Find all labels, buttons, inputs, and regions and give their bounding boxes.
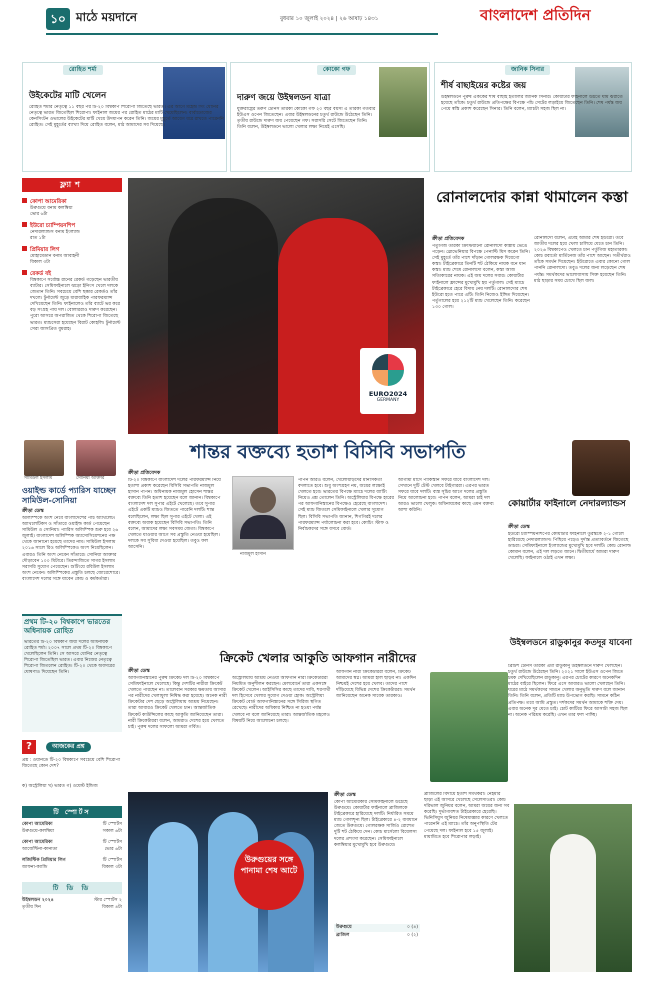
quiz-box <box>22 740 122 800</box>
tv-row: কোপা আমেরিকা টি স্পোর্টস <box>22 822 122 827</box>
bcb-headline: শান্তর বক্তব্যে হতাশ বিসিবি সভাপতি <box>190 441 466 463</box>
masthead <box>0 0 650 52</box>
story-tag: জানিক সিনার <box>505 65 550 75</box>
rohit-body: ভারতের টি-২০ বিশ্বকাপ জয়ী দলের অধিনায়ক রোহিত শর্মা। ২০০৭ সালে প্রথম টি-২০ বিশ্বকাপে খেলেছিলেন তিনি। সে আসরে ধোনির নেতৃত্বে শিরোপা জিতেছিল ভারত। এবার নিজের নেতৃত্বে শিরোপা জিতলেন রোহিত। টি-২০ থেকে অবসরের ঘোষণাও দিয়েছেন তিনি। <box>24 640 115 676</box>
athlete-photo <box>76 440 116 476</box>
story-body: রোহিত শর্মার নেতৃত্বে ১১ বছর পর টি-২০ বিশ্বকাপ শিরোপা জিতেছে ভারত। এর আগে মহেন্দ্র সিং ধোনির নেতৃত্বে ভারত জিতেছিল শিরোপা। ফাইনাল জয়ের পর রোহিত মাঠের মাটি খেয়েছিলেন। বার্বাডোজের কেনসিংটন ওভালের উইকেটের মাটি খেয়ে উদযাপন করেন তিনি। জয়ের মুহূর্তে আবেগ ধরে রাখতে পারেননি রোহিত। সেই মুহূর্তের ব্যাখ্যা দিয়ে রোহিত বলেন, মাঠ আমাদের সব দিয়েছে। <box>29 105 224 129</box>
flash-item-head: রেকর্ড বই <box>22 270 122 278</box>
uruguay-caption-badge: উরুগুয়ের সঙ্গে পানামা শেষ আটে <box>234 840 304 910</box>
bcb-body-col1: টি-২০ বিশ্বকাপে বাংলাদেশ দলের পারফরম্যান্স নিয়ে হতাশা প্রকাশ করেছেন বিসিবি সভাপতি নাজমুল হাসান পাপন। অধিনায়ক নাজমুল হোসেন শান্তর বক্তব্যে তিনি হতাশ হয়েছেন বলে জানান। বিশ্বকাপে বাংলাদেশ দল সুপার এইটে খেলেছে। তবে সুপার এইটে একটি ম্যাচও জিততে পারেনি দলটি। শান্ত বলেছিলেন, লক্ষ্য ছিল সুপার এইটে খেলা। এই বক্তব্যে অবাক হয়েছেন বিসিবি সভাপতি। তিনি বলেন, আমাদের লক্ষ্য সবসময় জেতা। বিশ্বকাপে খেলতে যাওয়ার আগে সব প্রস্তুতি নেওয়া হয়েছিল। দলকে সব সুবিধা দেওয়া হয়েছিল। তবুও ফল আসেনি। <box>128 478 221 551</box>
masthead-rule <box>46 33 438 35</box>
story-tag: রোহিত শর্মা <box>63 65 103 75</box>
flash-item <box>22 270 122 430</box>
flash-item-body: উরুগুয়ে বনাম কলম্বিয়া ভোর ৬টা <box>30 205 73 217</box>
page-number-badge: ১০ <box>46 8 70 30</box>
tv-row: উইম্বলডন ২০২৪ স্টার স্পোর্টস ২ <box>22 898 122 903</box>
netherlands-byline: ক্রীড়া ডেস্ক <box>508 524 530 530</box>
top-story <box>434 62 632 172</box>
tv-row: লজিস্টিক প্রিমিয়ার লিগ টি স্পোর্টস <box>22 858 122 863</box>
afghan-byline: ক্রীড়া ডেস্ক <box>128 668 150 674</box>
photo-caption: সোনিয়া আক্তার <box>76 476 105 481</box>
flash-item <box>22 198 122 218</box>
ronaldo-byline: ক্রীড়া প্রতিবেদক <box>432 236 465 242</box>
story-body: যুক্তরাষ্ট্রের তরুণ টেনিস তারকা কোকো গফ ২০ বছর বয়সী এ তারকা গতবার ইউএস ওপেন জিতেছেন। এবার উইম্বলডনের চতুর্থ রাউন্ডে উঠেছেন তিনি। তৃতীয় রাউন্ডে দারুণ জয় পেয়েছেন গফ। সরাসরি সেটে জিতেছেন তিনি। তিনি বলেন, উইম্বলডনে ভালো খেলার লক্ষ্য নিয়েই এসেছি। <box>237 107 376 131</box>
score-table <box>334 924 420 940</box>
bcb-photo-caption: নাজমুল হাসান <box>240 552 266 557</box>
tv-row: তৃতীয় দিন বিকাল ৪টা <box>22 905 122 910</box>
wildcard-body: অলিম্পিকে অংশ নেবে বাংলাদেশের পাঁচ অ্যাথলেট। অ্যাথলেটিকস ও সাঁতারে ওয়াইল্ড কার্ড পেয়েছেন সামিউল ও সোনিয়া। প্যারিস অলিম্পিক শুরু হবে ২৬ জুলাই। বাংলাদেশ অলিম্পিক অ্যাসোসিয়েশনের পক্ষ থেকে জানানো হয়েছে তাদের নাম। সামিউল ইসলাম ২০১৬ সালে রিও অলিম্পিকেও অংশ নিয়েছিলেন। এবারও তিনি অংশ নেবেন সাঁতারে। সোনিয়া আক্তার দৌড়াবেন ১০০ মিটারে। তিরন্দাজিতে সাগর ইসলাম সরাসরি সুযোগ পেয়েছেন। শুটিংয়ে রবিউল ইসলাম অংশ নেবেন। অলিম্পিকের প্রস্তুতি চলছে জোরেশোরে। বাংলাদেশ দলের সঙ্গে যাবেন কোচ ও কর্মকর্তারা। <box>22 516 120 582</box>
flash-item-head: কোপা আমেরিকা <box>22 198 122 206</box>
top-story <box>22 62 227 172</box>
quiz-question: প্রশ্ন : ওয়ানডে টি-২০ বিশ্বকাপে সবচেয়ে বেশি শিরোপা জিতেছে কোন দেশ? <box>22 758 121 770</box>
euro-logo-mark <box>372 354 404 386</box>
tennis-player-figure <box>550 834 596 972</box>
score-row: উরুগুয়ে ০ (৪) <box>334 924 420 932</box>
uruguay-body-col2: ব্রাজিলের বিদায়ে হতাশ সমর্থকরা। নেইমার ছাড়া এই আসরে খেলেছে সেলেসাওরা। কোচ দরিভাল জুনিয়র বলেন, আমরা জয়ের জন্য সব করেছি। দুর্ভাগ্যবশত টাইব্রেকারে হেরেছি। ভিনিসিয়ুস জুনিয়র নিষেধাজ্ঞার কারণে খেলতে পারেননি এই ম্যাচে। তাঁর অনুপস্থিতি টের পেয়েছে দল। ফাইনাল হবে ১৫ জুলাই। মায়ামিতে হবে শিরোপার লড়াই। <box>424 792 510 840</box>
tv-row: জাফনা-ক্যান্ডি বিকাল ৩টা <box>22 865 122 870</box>
score-row: ব্রাজিল ০ (২) <box>336 933 418 939</box>
bcb-photo <box>232 476 294 550</box>
bcb-body-col3: আগামী মাসে পাকিস্তান সফরে যাবে বাংলাদেশ দল। সেখানে দুটি টেস্ট খেলবে টাইগাররা। এরপর ভারত সফরে যাবে দলটি। ব্যস্ত সূচির আগে দলের প্রস্তুতি নিয়ে আলোচনা হবে। পাপন বলেন, আমরা চাই দল আরও ভালো খেলুক। অধিনায়কের কাছে এমন বক্তব্য আশা করিনি। <box>398 478 494 514</box>
flash-item <box>22 222 122 242</box>
euro-logo-sub: GERMANY <box>376 398 400 404</box>
right-column <box>508 440 632 800</box>
date-line: বুধবার ১০ জুলাই ২০২৪ | ২৬ আষাঢ় ১৪৩১ <box>280 16 379 22</box>
netherlands-body: ইউরো চ্যাম্পিয়নশিপের কোয়ার্টার ফাইনালে তুরস্ককে ২-১ গোলে হারিয়েছে নেদারল্যান্ডস। পিছিয়ে পড়েও দুর্দান্ত প্রত্যাবর্তনে জিতেছে ডাচরা। সেমিফাইনালে ইংল্যান্ডের মুখোমুখি হবে দলটি। কোচ রোনাল্ড কোমান বলেন, এই দল লড়তে জানে। দ্বিতীয়ার্ধে আমরা দারুণ খেলেছি। ফাইনালে ওঠাই এখন লক্ষ্য। <box>508 532 631 562</box>
flash-item-body: বিশ্বকাপে সর্বোচ্চ রানের রেকর্ড গড়েছেন ভারতীয় ব্যাটার। সেমিফাইনালে ঝড়ো ইনিংস খেলে দলকে জেতান তিনি। সবচেয়ে বেশি ছক্কার রেকর্ডও তাঁর দখলে। টুর্নামেন্ট জুড়ে ধারাবাহিক পারফরম্যান্স দেখিয়েছেন তিনি। ফাইনালেও তাঁর ব্যাটে ভর করে বড় সংগ্রহ পায় দল। বোলাররাও দারুণ করেছেন। পুরো আসরে অপরাজিত থেকে শিরোপা জিতেছে ভারত। ম্যাচসেরা হয়েছেন বিরাট কোহলি। টুর্নামেন্ট সেরা জাসপ্রিত বুমরাহ। <box>30 277 121 332</box>
raducanu-body: ব্রিটিশ টেনিস তারকা এমা রাডুকানু উইম্বলডনে দারুণ খেলছেন। চতুর্থ রাউন্ডে উঠেছেন তিনি। ২০২১ সালে ইউএস ওপেন জিতে চমক দেখিয়েছিলেন রাডুকানু। এরপর চোটের কারণে অনেকদিন মাঠের বাইরে ছিলেন। ফিরে এসে আবারও ভালো খেলছেন তিনি। ঘরের মাঠে সমর্থকদের সামনে খেলার অনুভূতি দারুণ বলে জানান তিনি। তিনি বলেন, প্রতিটি ম্যাচ উপভোগ করছি। সামনে কঠিন প্রতিপক্ষ। তবে আমি প্রস্তুত। দর্শকদের সমর্থন আমাকে শক্তি দেয়। এবার অনেক দূর যেতে চাই। চোট কাটিয়ে ফিরে আসাটা সহজ ছিল না। অনেক পরিশ্রম করেছি। এখন তার ফল পাচ্ছি। <box>508 664 628 718</box>
question-mark-icon: ? <box>22 740 36 754</box>
top-stories <box>22 62 632 172</box>
story-tag: কোকো গফ <box>317 65 356 75</box>
afghan-team-photo <box>430 672 508 782</box>
photo-caption: সামিউল ইসলাম <box>24 476 53 481</box>
story-body: উইম্বলডনে পুরুষ এককের শীর্ষ বাছাই ইতালির জানিক সিনার। কোয়ার্টার ফাইনালে উঠতে ঘাম ঝরাতে হয়েছে তাঁকে। চতুর্থ রাউন্ডে প্রতিপক্ষের বিপক্ষে পাঁচ সেটের লড়াইয়ে জিতেছেন তিনি। শেষ পর্যন্ত জয় পেয়ে স্বস্তি প্রকাশ করেছেন সিনার। তিনি বলেন, ম্যাচটা সহজ ছিল না। <box>441 95 623 113</box>
flash-item-head: ইউরো চ্যাম্পিয়নশিপ <box>22 222 122 230</box>
person-silhouette-icon <box>250 487 276 513</box>
ronaldo-body: পর্তুগিজ তারকা ক্রিস্টিয়ানো রোনালদো কান্নায় ভেঙে পড়েন। স্লোভেনিয়ার বিপক্ষে পেনাল্টি মিস করেন তিনি। সেই মুহূর্তে তাঁর পাশে দাঁড়ান গোলরক্ষক দিয়েগো কস্তা। টাইব্রেকারে তিনটি শট ঠেকিয়ে নায়ক বনে যান কস্তা। ম্যাচ শেষে রোনালদো বলেন, কস্তা আজ সত্যিকারের নায়ক। এই জয় দলের সবার। কোয়ার্টার ফাইনালে ফ্রান্সের মুখোমুখি হয় পর্তুগাল। সেই ম্যাচে টাইব্রেকারে হেরে বিদায় নেয় দলটি। রোনালদোর শেষ ইউরো হতে পারে এটি। তিনি নিজেও ইঙ্গিত দিয়েছেন। পর্তুগালের হয়ে ২১২টি ম্যাচ খেলেছেন তিনি। করেছেন ১৩০ গোল। <box>432 244 530 310</box>
story-headline: শীর্ষ বাছাইয়ের কষ্টের জয় <box>441 81 527 91</box>
tv2-title: টি ডি ডি <box>22 882 122 894</box>
wildcard-headline: ওয়াইল্ড কার্ডে প্যারিস যাচ্ছেন সামিউল-সোনিয়া <box>22 486 116 505</box>
rohit-box <box>22 614 122 732</box>
flash-item-head: প্রিমিয়ার লিগ <box>22 246 122 254</box>
goalkeeper-figure <box>168 198 278 434</box>
player-figure <box>148 822 198 972</box>
wildcard-byline: ক্রীড়া ডেস্ক <box>22 508 44 514</box>
ronaldo-photo <box>128 178 424 434</box>
raducanu-photo <box>514 804 632 972</box>
ronaldo-body-col2: রোনালদো বলেন, এটাই আমার শেষ ইউরো। তবে জাতীয় দলের হয়ে খেলা চালিয়ে যেতে চান তিনি। ২০২৬ বিশ্বকাপেও খেলতে চান পর্তুগিজ মহাতারকা। কোচ রবার্তো মার্তিনেজ তাঁর পাশে আছেন। সতীর্থরাও তাঁকে সমর্থন দিয়েছেন। ইউরোতে এবার কোনো গোল পাননি রোনালদো। তবুও দলের জন্য লড়েছেন শেষ পর্যন্ত। সমর্থকদের ভালোবাসায় সিক্ত হয়েছেন তিনি। মাঠ ছাড়ার সময় চোখে ছিল জল। <box>534 236 631 284</box>
quiz-title: আজকের প্রশ্ন <box>46 742 91 752</box>
tv-row: কোপা আমেরিকা টি স্পোর্টস <box>22 840 122 845</box>
quiz-options: ক) অস্ট্রেলিয়া খ) ভারত গ) ওয়েস্ট ইন্ডিজ <box>22 784 98 789</box>
flash-item-body: মোহামেডান বনাম আবাহনী বিকাল ৩টা <box>30 253 80 265</box>
left-sidebar <box>22 178 122 978</box>
bcb-body-col2: পাপন আরও বলেন, খেলোয়াড়দের মানসিকতা বদলাতে হবে। শুধু অংশগ্রহণ নয়, জয়ের লক্ষ্যেই খেলতে হবে। ভারতের বিপক্ষে ম্যাচে দলের ব্যাটিং নিয়েও প্রশ্ন তোলেন তিনি। অস্ট্রেলিয়ার বিপক্ষে হারের পর আফগানিস্তানের বিপক্ষেও হেরেছে বাংলাদেশ। সেই ম্যাচ জিতলে সেমিফাইনালে খেলার সুযোগ ছিল। বিসিবি সভাপতি জানান, শিগগিরই দলের পারফরম্যান্স পর্যালোচনা করা হবে। কোচিং স্টাফ ও নির্বাচকদের সঙ্গে বসবে বোর্ড। <box>298 478 394 532</box>
euro2024-logo <box>360 348 416 414</box>
flash-item <box>22 246 122 266</box>
story-headline: উইকেটের মাটি খেলেন <box>29 91 107 101</box>
netherlands-headline: কোয়ার্টার ফাইনালে নেদারল্যান্ডস <box>508 499 626 509</box>
player-photo <box>572 440 630 496</box>
rohit-headline: প্রথম টি-২০ বিশ্বকাপে ভারতের অধিনায়ক রোহিত <box>24 618 111 635</box>
flash-title-bar: ফ্ল্যাশ <box>22 178 122 192</box>
afghan-headline: ক্রিকেট খেলার আকুতি আফগান নারীদের <box>219 651 417 665</box>
afghan-body-col3: আফগান নারী ক্রিকেটাররা বলেন, ক্রিকেট আমাদের স্বপ্ন। আমরা হাল ছাড়ব না। একদিন নিশ্চয়ই দেশের হয়ে খেলব। তাদের পাশে দাঁড়িয়েছে বিভিন্ন দেশের ক্রিকেটাররা। সমর্থন জানিয়েছেন অনেক সাবেক তারকাও। <box>336 670 417 700</box>
person-shoulders <box>240 515 286 539</box>
bcb-byline: ক্রীড়া প্রতিবেদক <box>128 470 161 476</box>
story-photo <box>379 67 427 137</box>
tv-row: আর্জেন্টিনা-কানাডা ভোর ৬টা <box>22 847 122 852</box>
athlete-photo <box>24 440 64 476</box>
wildcard-photos <box>22 440 122 482</box>
raducanu-headline: উইম্বলডনে রাডুকানুর কতদূর যাবেনা <box>509 638 632 648</box>
newspaper-logo: বাংলাদেশ প্রতিদিন <box>480 6 591 24</box>
top-story <box>230 62 430 172</box>
flash-item-body: নেদারল্যান্ডস বনাম ইংল্যান্ড রাত ১টা <box>30 229 80 241</box>
section-title: মাঠে ময়দানে <box>76 10 138 24</box>
euro-logo-text: EURO2024 <box>368 390 408 398</box>
story-headline: দারুণ জয়ে উইম্বলডন যাত্রা <box>237 93 331 103</box>
ronaldo-headline: রোনালদোর কান্না থামালেন কস্তা <box>436 188 628 206</box>
tv-listing <box>22 806 122 976</box>
uruguay-byline: ক্রীড়া ডেস্ক <box>334 792 356 798</box>
afghan-body-col1: আফগানিস্তানের পুরুষ ক্রিকেট দল টি-২০ বিশ্বকাপে সেমিফাইনালে খেলেছে। কিন্তু দেশটির নারীরা ক্রিকেট খেলতে পারছেন না। তালেবান সরকার ক্ষমতায় আসার পর নারীদের খেলাধুলা নিষিদ্ধ করা হয়েছে। অনেক নারী ক্রিকেটার দেশ ছেড়ে অস্ট্রেলিয়ায় আশ্রয় নিয়েছেন। তারা আবারও ক্রিকেট খেলতে চান। আন্তর্জাতিক ক্রিকেট কাউন্সিলের কাছে আকুতি জানিয়েছেন তারা। নারী ক্রিকেটাররা বলেন, আমরাও দেশের হয়ে খেলতে চাই। পুরুষ দলের সাফল্যে আমরা গর্বিত। <box>128 676 227 730</box>
afghan-body-col2: অস্ট্রেলিয়ায় আশ্রয় নেওয়া আফগান নারী ক্রিকেটাররা নিয়মিত অনুশীলন করছেন। মেলবোর্নে তারা একসঙ্গে ক্রিকেট খেলেন। আইসিসির কাছে তাদের দাবি, শরণার্থী দল হিসেবে খেলার সুযোগ দেওয়া হোক। অস্ট্রেলিয়া ক্রিকেট বোর্ড আফগানিস্তানের সঙ্গে সিরিজ স্থগিত রেখেছে। নারীদের অধিকার নিশ্চিত না হওয়া পর্যন্ত খেলবে না বলে জানিয়েছে তারা। আন্তর্জাতিক মহলেও বিষয়টি নিয়ে আলোচনা চলছে। <box>232 676 331 724</box>
uruguay-body: কোপা আমেরিকার সেমিফাইনালে উঠেছে উরুগুয়ে। কোয়ার্টার ফাইনালে ব্রাজিলকে টাইব্রেকারে হারিয়েছে দলটি। নির্ধারিত সময়ে ম্যাচ গোলশূন্য ছিল। টাইব্রেকারে ৪-২ ব্যবধানে জেতে উরুগুয়ে। গোলরক্ষক সার্জিও রোশেত দুটি শট ঠেকিয়ে দেন। কোচ মার্সেলো বিয়েলসা দলের প্রশংসা করেছেন। সেমিফাইনালে কলম্বিয়ার মুখোমুখি হবে উরুগুয়ে। <box>334 800 418 848</box>
tv-title: টি স্পোর্টস <box>22 806 122 818</box>
tv-row: উরুগুয়ে-কলম্বিয়া সকাল ৬টা <box>22 829 122 834</box>
